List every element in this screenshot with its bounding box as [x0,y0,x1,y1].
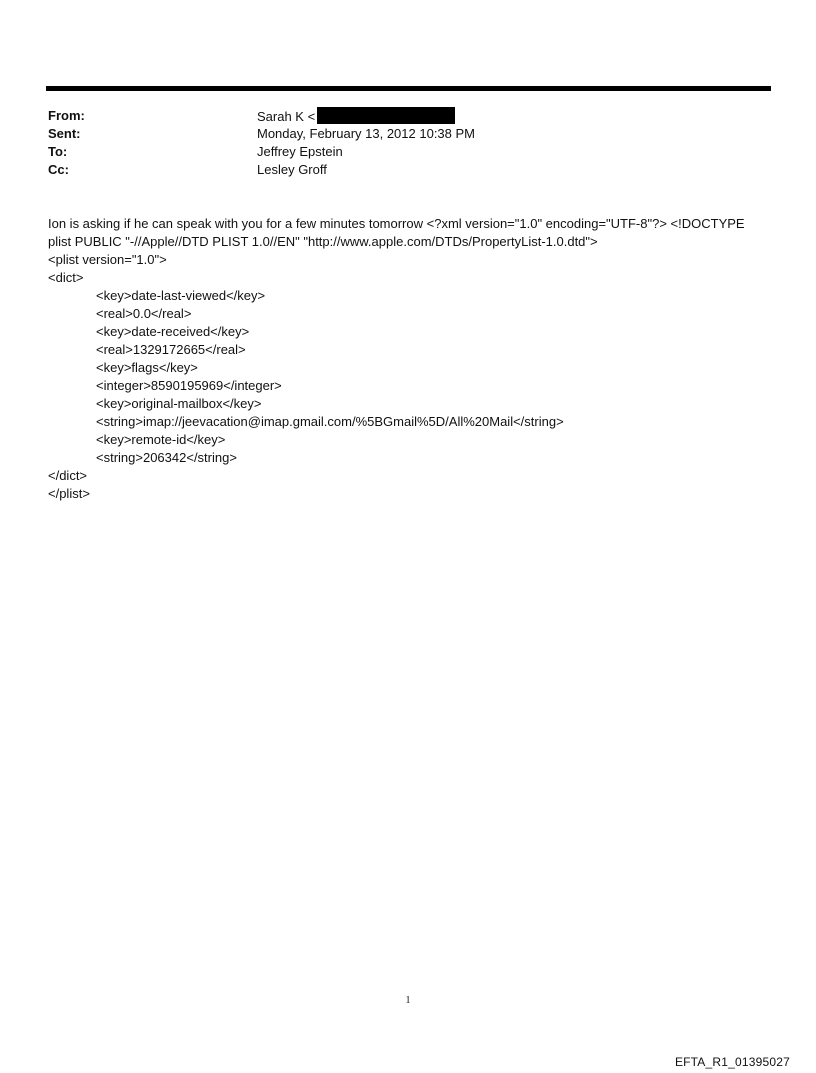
body-line: <real>0.0</real> [96,306,192,321]
body-line: <key>date-last-viewed</key> [96,288,266,303]
sent-row [48,125,748,143]
body-line: <dict> [48,270,84,285]
body-line: plist PUBLIC "-//Apple//DTD PLIST 1.0//EN" "http://www.apple.com/DTDs/PropertyList-1.0.dtd"> [48,234,598,249]
header-rule [46,86,771,91]
body-line: <key>original-mailbox</key> [96,396,262,411]
sent-value: Monday, February 13, 2012 10:38 PM [257,126,475,141]
bates-number: EFTA_R1_01395027 [674,1055,790,1069]
body-line: </plist> [48,486,90,501]
body-line: <string>206342</string> [96,450,237,465]
from-label: From: [48,108,85,123]
email-body [48,215,773,503]
body-line: <key>date-received</key> [96,324,250,339]
body-line: <string>imap://jeevacation@imap.gmail.com/%5BGmail%5D/All%20Mail</string> [96,414,564,429]
cc-value: Lesley Groff [257,162,327,177]
cc-row [48,161,748,179]
cc-label: Cc: [48,162,69,177]
to-value: Jeffrey Epstein [257,144,343,159]
from-sender: Sarah K < [257,109,316,124]
body-line: </dict> [48,468,88,483]
body-line: <key>flags</key> [96,360,198,375]
body-line: <plist version="1.0"> [48,252,167,267]
from-row [48,107,748,125]
body-line: Ion is asking if he can speak with you for a few minutes tomorrow <?xml version="1.0" encoding="UTF-8"?> <!DOCTYPE [48,216,745,231]
sent-label: Sent: [48,126,81,141]
body-line: <integer>8590195969</integer> [96,378,282,393]
redaction-box [317,107,455,124]
page-number: 1 [405,995,411,1006]
to-label: To: [48,144,68,159]
from-value [257,107,455,126]
body-line: <key>remote-id</key> [96,432,226,447]
body-line: <real>1329172665</real> [96,342,246,357]
to-row [48,143,748,161]
